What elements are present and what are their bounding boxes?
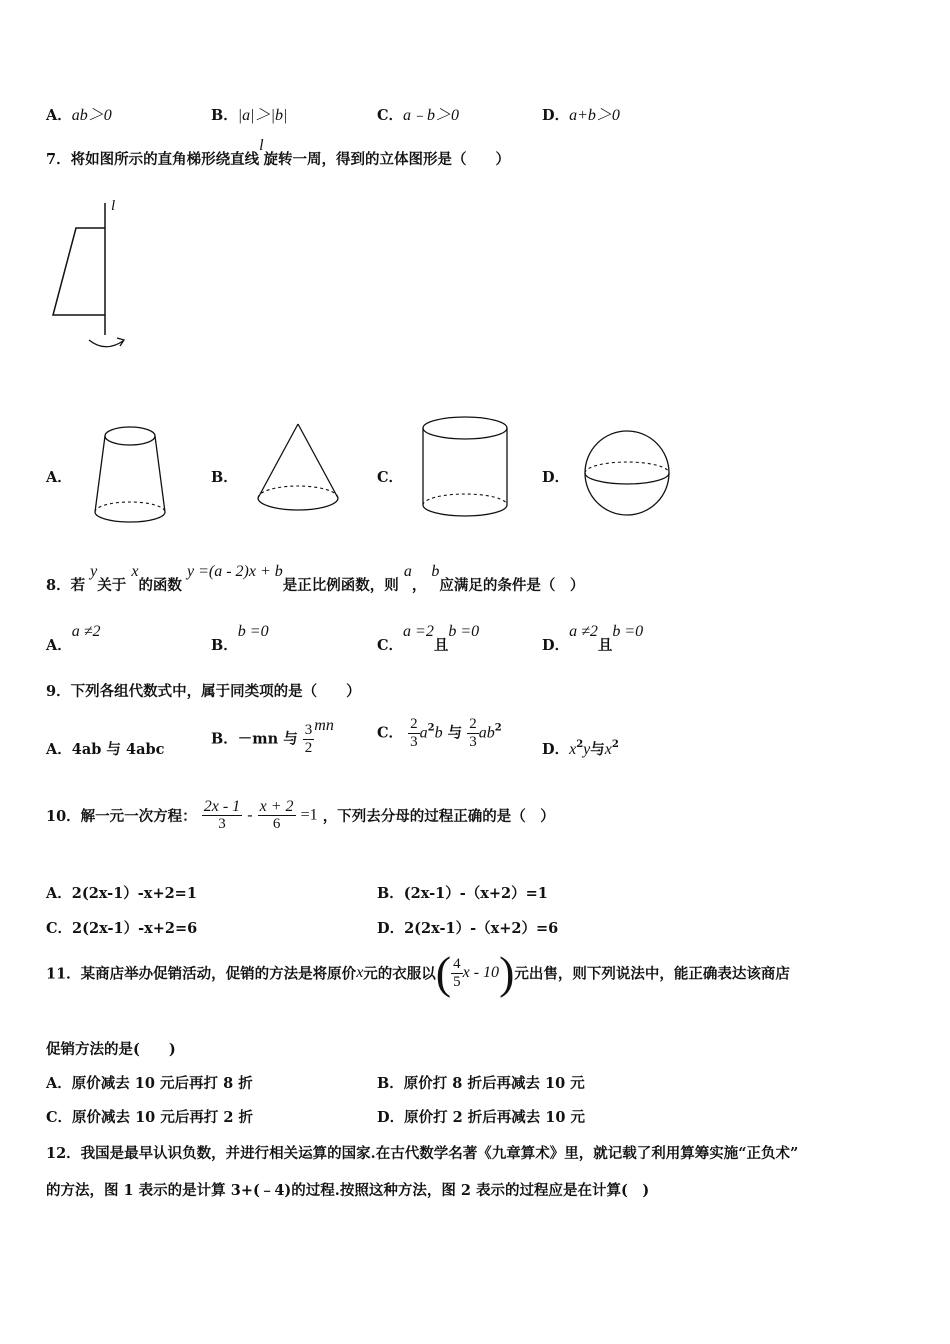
q6-option-b[interactable]: B．|a|＞|b| (211, 107, 288, 124)
q8-option-a[interactable]: A．a ≠2 (46, 623, 101, 654)
q6-d-expr: a+b＞0 (569, 107, 620, 124)
q11-option-c[interactable]: C．原价减去 10 元后再打 2 折 (46, 1109, 253, 1126)
q8-option-b[interactable]: B．b =0 (211, 623, 269, 654)
q6-option-d[interactable]: D．a+b＞0 (542, 107, 620, 124)
q10-option-a[interactable]: A．2(2x-1）-x+2=1 (46, 885, 197, 902)
q11-stem-continued: 促销方法的是( ) (46, 1041, 176, 1058)
q11-option-a[interactable]: A．原价减去 10 元后再打 8 折 (46, 1075, 253, 1092)
q11-option-b[interactable]: B．原价打 8 折后再减去 10 元 (377, 1075, 585, 1092)
q8-function-expr: y =(a - 2)x + b (187, 563, 283, 580)
q7-option-b[interactable]: B． (211, 469, 238, 486)
q8-option-c[interactable]: C．a =2且b =0 (377, 623, 480, 654)
q7-option-c[interactable]: C． (377, 469, 404, 486)
q11-stem: 11．某商店举办促销活动，促销的方法是将原价x元的衣服以( $\frac{4}{5}$ x - 10)元出售，则下列说法中，能正确表达该商店 (46, 947, 790, 998)
cone-icon (250, 418, 345, 518)
q10-option-c[interactable]: C．2(2x-1）-x+2=6 (46, 920, 198, 937)
q7-option-a[interactable]: A． (46, 469, 72, 486)
cylinder-icon (415, 410, 515, 525)
q10-fraction-2: $\frac{x + 2}{6}$ (259, 798, 294, 832)
q7-option-d[interactable]: D． (542, 469, 570, 486)
q12-stem-line2: 的方法，图 1 表示的是计算 3+(﹣4)的过程.按照这种方法，图 2 表示的过程应是在计算( ) (46, 1182, 650, 1199)
q10-option-b[interactable]: B．(2x-1）-（x+2）=1 (377, 885, 548, 902)
q10-stem: 10．解一元一次方程： $\frac{2x - 1}{3}$ - $\frac{x + 2}{6}$ =1 ，下列去分母的过程正确的是（ ） (46, 798, 555, 832)
q9-option-d[interactable]: D．$x^2y$与$x^2$ (542, 739, 619, 758)
q11-option-d[interactable]: D．原价打 2 折后再减去 10 元 (377, 1109, 586, 1126)
q7-stem: 7．将如图所示的直角梯形绕直线l旋转一周，得到的立体图形是（ ） (46, 137, 511, 168)
q6-b-expr: |a|＞|b| (237, 107, 288, 124)
q6-a-expr: ab＞0 (71, 107, 112, 124)
trapezoid-figure (45, 195, 140, 360)
q9-option-b[interactable]: B．－mn 与 $\frac{3}{2}$ mn (211, 716, 334, 756)
q8-option-d[interactable]: D．a ≠2且b =0 (542, 623, 644, 654)
q10-fraction-1: $\frac{2x - 1}{3}$ (203, 798, 241, 832)
figure-axis-label: l (111, 198, 116, 214)
q12-stem-line1: 12．我国是最早认识负数，并进行相关运算的国家.在古代数学名著《九章算术》里，就记载了利用算筹实施“正负术” (46, 1145, 799, 1162)
q8-stem: 8．若 y关于 x的函数 y =(a - 2)x + b是正比例函数，则 a， b应满足的条件是（ ） (46, 563, 585, 594)
q6-option-c[interactable]: C．a﹣b＞0 (377, 107, 460, 124)
q7-var-l: l (259, 137, 264, 154)
q6-option-a[interactable]: A．ab＞0 (46, 107, 112, 124)
q9-option-a[interactable]: A．4ab 与 4abc (46, 741, 165, 758)
q9-option-c[interactable]: C． $\frac{2}{3}$ $a^2b$ 与 $\frac{2}{3}$ $ab^2$ (377, 716, 502, 750)
q9-stem: 9．下列各组代数式中，属于同类项的是（ ） (46, 683, 361, 700)
q6-c-expr: a﹣b＞0 (403, 107, 460, 124)
sphere-icon (580, 425, 675, 525)
q10-option-d[interactable]: D．2(2x-1）-（x+2）=6 (377, 920, 559, 937)
frustum-icon (85, 420, 175, 530)
